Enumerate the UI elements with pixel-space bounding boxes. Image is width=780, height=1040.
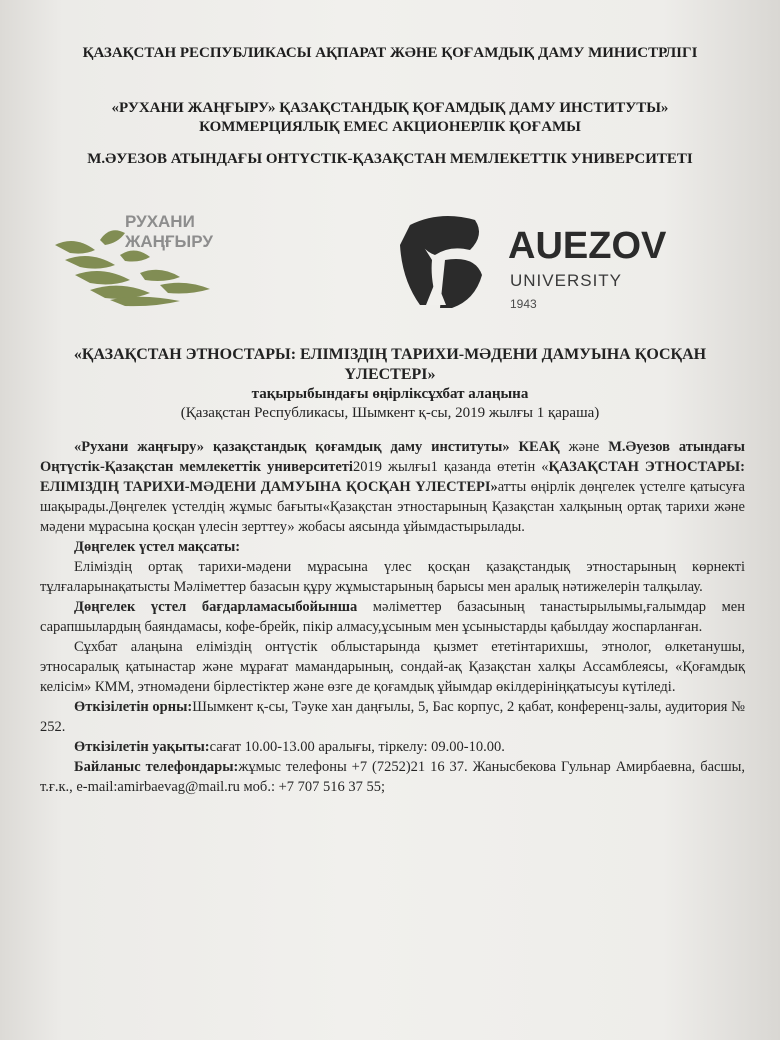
intro-paragraph: «Рухани жаңғыру» қазақстандық қоғамдық даму институты» КЕАҚ және М.Әуезов атындағы Оңтүстік-Қазақстан мемлекеттік университеті2019 жылғы1 қазанда өтетін «ҚАЗАҚСТАН ЭТНОСТАРЫ: ЕЛІМІЗДІҢ ТАРИХИ-МӘДЕНИ ДАМУЫНА ҚОСҚАН ҮЛЕСТЕРІ»атты өңірлік дөңгелек үстелге қатысуға шақырады.Дөңгелек үстелдің жұмыс бағыты«Қазақстан этностарының Қазақстан халқының ортақ тарихи және мәдени мұрасына қосқан үлесін зерттеу» жобасы аясында ұйымдастырылады. — [40, 439, 746, 535]
participants-paragraph: Сұхбат алаңына еліміздің онтүстік облыстарында қызмет ететінтарихшы, этнолог, өлкетанушы, этносаралық қатынастар және мұрағат мамандарының, сондай-ақ Қазақстан халқы Ассамблеясы, «Қоғамдық келісім» КММ, этномәдени бірлестіктер және өзге де қоғамдық ұйымдар өкілдерініңқатысуы күтіледі. — [40, 639, 745, 695]
auezov-year: 1943 — [510, 297, 537, 311]
purpose-text: Еліміздің ортақ тарихи-мәдени мұрасына үлес қосқан қазақстандық этностарының көрнекті тұлғаларынақатысты Мәліметтер базасын құру жұмыстарының барысы мен аралық нәтижелерін талқылау. — [40, 559, 745, 595]
contacts-paragraph: Байланыс телефондары:жұмыс телефоны +7 (7252)21 16 37. Жанысбекова Гульнар Амирбаевна, басшы, т.ғ.к., e-mail:amirbaevag@mail.ru моб.: +7 707 516 37 55; — [40, 759, 745, 795]
logos-row — [0, 205, 780, 325]
event-dateline: (Қазақстан Республикасы, Шымкент қ-сы, 2019 жылғы 1 қараша) — [180, 405, 600, 421]
letter-body — [40, 437, 745, 797]
venue-paragraph: Өткізілетін орны:Шымкент қ-сы, Тәуке хан даңғылы, 5, Бас корпус, 2 қабат, конференц-залы, аудитория № 252. — [40, 699, 745, 735]
eagle-emblem-icon — [400, 216, 482, 308]
program-paragraph: Дөңгелек үстел бағдарламасыбойынша мәліметтер базасының танастырылымы,ғалымдар мен сарапшылардың баяндамасы, кофе-брейк, пікір алмасу,ұсыным мен ұсыныстарды қабылдау жоспарланған. — [40, 599, 745, 635]
auezov-sub: UNIVERSITY — [510, 271, 623, 290]
time-paragraph: Өткізілетін уақыты:сағат 10.00-13.00 аралығы, тіркелу: 09.00-10.00. — [74, 739, 505, 755]
rukhani-line1: РУХАНИ — [125, 212, 195, 231]
purpose-heading: Дөңгелек үстел мақсаты: — [74, 539, 241, 555]
institute-heading: «РУХАНИ ЖАҢҒЫРУ» ҚАЗАҚСТАНДЫҚ ҚОҒАМДЫҚ ДАМУ ИНСТИТУТЫ» КОММЕРЦИЯЛЫҚ ЕМЕС АКЦИОНЕРЛІК ҚОҒАМЫ — [111, 100, 669, 135]
rukhani-zhangyru-logo — [40, 205, 240, 310]
auezov-name: AUEZOV — [508, 225, 667, 267]
auezov-university-logo — [390, 210, 690, 320]
university-heading: М.ӘУЕЗОВ АТЫНДАҒЫ ОНТҮСТІК-ҚАЗАҚСТАН МЕМЛЕКЕТТІК УНИВЕРСИТЕТІ — [87, 151, 693, 167]
event-title: «ҚАЗАҚСТАН ЭТНОСТАРЫ: ЕЛІМІЗДІҢ ТАРИХИ-МӘДЕНИ ДАМУЫНА ҚОСҚАН ҮЛЕСТЕРІ» — [73, 346, 707, 383]
rukhani-line2: ЖАҢҒЫРУ — [125, 232, 213, 251]
event-subtitle: тақырыбындағы өңірліксұхбат алаңына — [251, 386, 529, 402]
ministry-heading: ҚАЗАҚСТАН РЕСПУБЛИКАСЫ АҚПАРАТ ЖӘНЕ ҚОҒАМДЫҚ ДАМУ МИНИСТРЛІГІ — [82, 45, 698, 61]
